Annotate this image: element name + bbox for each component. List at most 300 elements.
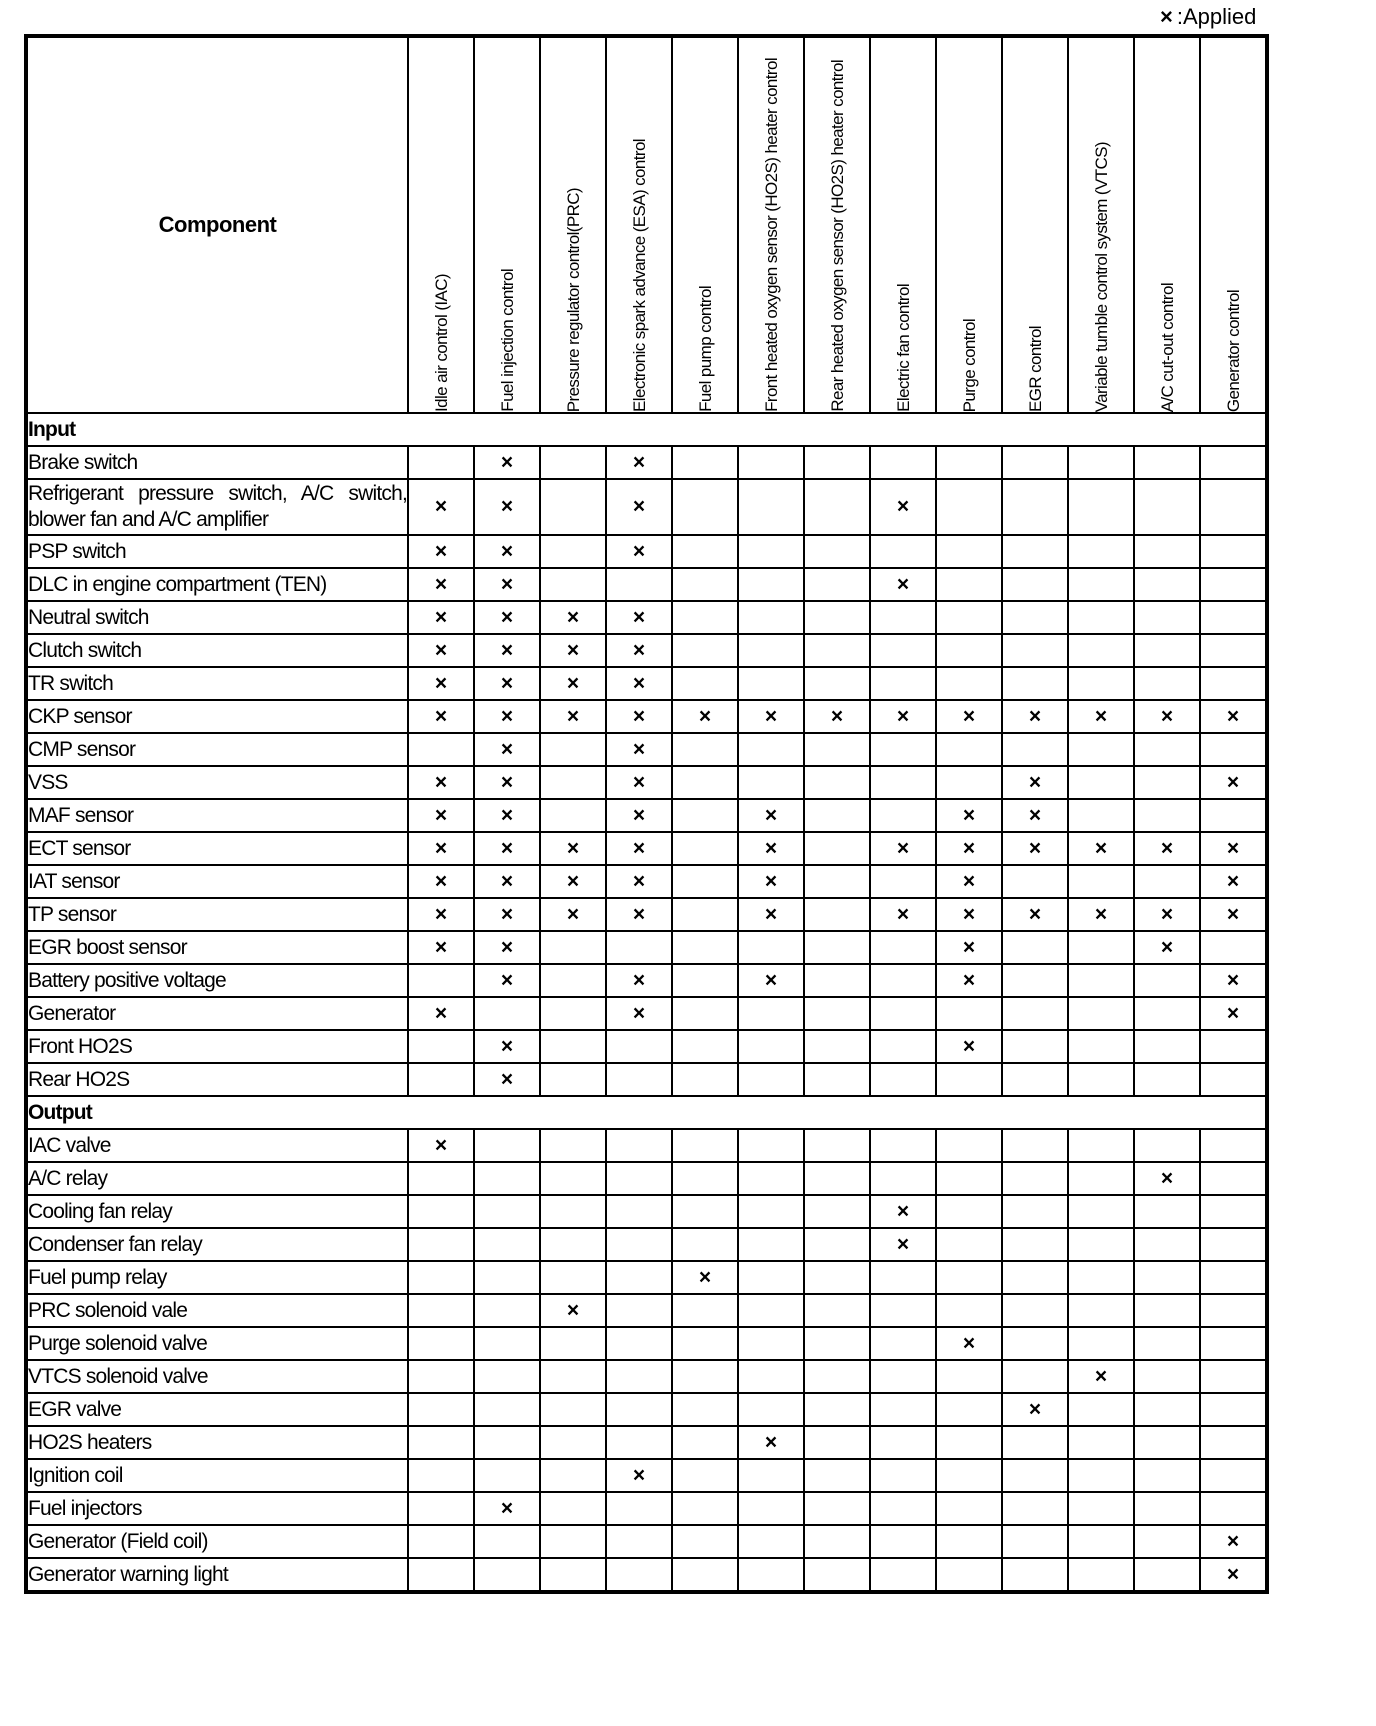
empty-cell bbox=[870, 1063, 936, 1096]
empty-cell bbox=[1134, 1426, 1200, 1459]
empty-cell bbox=[870, 964, 936, 997]
empty-cell bbox=[672, 898, 738, 931]
empty-cell bbox=[1134, 568, 1200, 601]
empty-cell bbox=[540, 1129, 606, 1162]
component-name: VSS bbox=[26, 766, 408, 799]
table-row bbox=[26, 1294, 1267, 1327]
empty-cell bbox=[408, 1525, 474, 1558]
applied-mark-icon: × bbox=[672, 1261, 738, 1294]
empty-cell bbox=[1002, 931, 1068, 964]
applied-mark-icon: × bbox=[606, 865, 672, 898]
empty-cell bbox=[474, 1360, 540, 1393]
empty-cell bbox=[672, 634, 738, 667]
empty-cell bbox=[672, 997, 738, 1030]
empty-cell bbox=[1068, 535, 1134, 568]
column-header bbox=[1068, 36, 1134, 413]
empty-cell bbox=[738, 1162, 804, 1195]
empty-cell bbox=[540, 1492, 606, 1525]
applied-mark-icon: × bbox=[606, 700, 672, 733]
empty-cell bbox=[1200, 601, 1267, 634]
column-header-label: Idle air control (IAC) bbox=[431, 274, 451, 412]
applied-mark-icon: × bbox=[870, 479, 936, 535]
empty-cell bbox=[408, 446, 474, 479]
applied-mark-icon: × bbox=[540, 832, 606, 865]
empty-cell bbox=[1068, 667, 1134, 700]
empty-cell bbox=[474, 1393, 540, 1426]
table-row bbox=[26, 865, 1267, 898]
applied-mark-icon: × bbox=[738, 964, 804, 997]
empty-cell bbox=[1002, 1558, 1068, 1592]
column-header bbox=[606, 36, 672, 413]
empty-cell bbox=[1200, 733, 1267, 766]
empty-cell bbox=[870, 865, 936, 898]
empty-cell bbox=[1134, 667, 1200, 700]
empty-cell bbox=[408, 1492, 474, 1525]
empty-cell bbox=[1068, 1162, 1134, 1195]
empty-cell bbox=[606, 1393, 672, 1426]
empty-cell bbox=[804, 865, 870, 898]
applied-mark-icon: × bbox=[474, 601, 540, 634]
applied-mark-icon: × bbox=[474, 766, 540, 799]
column-header-label: Rear heated oxygen sensor (HO2S) heater control bbox=[827, 60, 847, 412]
applied-mark-icon: × bbox=[1200, 1525, 1267, 1558]
empty-cell bbox=[1068, 865, 1134, 898]
empty-cell bbox=[1134, 446, 1200, 479]
component-name: Generator bbox=[26, 997, 408, 1030]
applied-mark-icon: × bbox=[1134, 931, 1200, 964]
empty-cell bbox=[540, 1030, 606, 1063]
applied-mark-icon: × bbox=[474, 634, 540, 667]
applied-mark-icon: × bbox=[936, 865, 1002, 898]
empty-cell bbox=[540, 733, 606, 766]
empty-cell bbox=[738, 568, 804, 601]
applied-mark-icon: × bbox=[936, 1327, 1002, 1360]
empty-cell bbox=[870, 1426, 936, 1459]
component-header: Component bbox=[26, 36, 408, 413]
empty-cell bbox=[804, 1393, 870, 1426]
column-header-label: A/C cut-out control bbox=[1157, 282, 1177, 412]
component-name: PSP switch bbox=[26, 535, 408, 568]
applied-mark-icon: × bbox=[606, 535, 672, 568]
empty-cell bbox=[936, 634, 1002, 667]
applied-mark-icon: × bbox=[1002, 1393, 1068, 1426]
empty-cell bbox=[1134, 1558, 1200, 1592]
empty-cell bbox=[870, 446, 936, 479]
empty-cell bbox=[738, 1129, 804, 1162]
applied-mark-icon: × bbox=[1200, 1558, 1267, 1592]
empty-cell bbox=[936, 1525, 1002, 1558]
empty-cell bbox=[738, 733, 804, 766]
applied-mark-icon: × bbox=[474, 931, 540, 964]
empty-cell bbox=[1134, 1492, 1200, 1525]
empty-cell bbox=[870, 1525, 936, 1558]
empty-cell bbox=[738, 1030, 804, 1063]
empty-cell bbox=[672, 1360, 738, 1393]
component-name: Brake switch bbox=[26, 446, 408, 479]
empty-cell bbox=[936, 1162, 1002, 1195]
empty-cell bbox=[804, 766, 870, 799]
empty-cell bbox=[804, 1294, 870, 1327]
table-row bbox=[26, 1261, 1267, 1294]
empty-cell bbox=[672, 1558, 738, 1592]
empty-cell bbox=[408, 1459, 474, 1492]
column-header bbox=[804, 36, 870, 413]
empty-cell bbox=[606, 1492, 672, 1525]
empty-cell bbox=[672, 733, 738, 766]
empty-cell bbox=[1068, 931, 1134, 964]
table-row bbox=[26, 832, 1267, 865]
applied-mark-icon: × bbox=[1002, 766, 1068, 799]
empty-cell bbox=[672, 601, 738, 634]
table-row bbox=[26, 479, 1267, 535]
empty-cell bbox=[1068, 1426, 1134, 1459]
component-name: IAC valve bbox=[26, 1129, 408, 1162]
empty-cell bbox=[738, 446, 804, 479]
empty-cell bbox=[540, 1261, 606, 1294]
applied-mark-icon: × bbox=[738, 898, 804, 931]
applied-mark-icon: × bbox=[1068, 898, 1134, 931]
empty-cell bbox=[540, 1162, 606, 1195]
component-name: DLC in engine compartment (TEN) bbox=[26, 568, 408, 601]
empty-cell bbox=[804, 1162, 870, 1195]
component-name: Fuel pump relay bbox=[26, 1261, 408, 1294]
applied-mark-icon: × bbox=[606, 1459, 672, 1492]
empty-cell bbox=[1134, 1228, 1200, 1261]
empty-cell bbox=[1200, 1063, 1267, 1096]
empty-cell bbox=[606, 1327, 672, 1360]
empty-cell bbox=[606, 1426, 672, 1459]
empty-cell bbox=[408, 1294, 474, 1327]
empty-cell bbox=[408, 1360, 474, 1393]
empty-cell bbox=[804, 1261, 870, 1294]
empty-cell bbox=[870, 1327, 936, 1360]
empty-cell bbox=[1200, 446, 1267, 479]
empty-cell bbox=[672, 1459, 738, 1492]
empty-cell bbox=[1068, 601, 1134, 634]
empty-cell bbox=[936, 1063, 1002, 1096]
empty-cell bbox=[672, 1426, 738, 1459]
empty-cell bbox=[1002, 601, 1068, 634]
applied-mark-icon: × bbox=[474, 479, 540, 535]
empty-cell bbox=[870, 1393, 936, 1426]
empty-cell bbox=[672, 568, 738, 601]
applied-mark-icon: × bbox=[738, 799, 804, 832]
empty-cell bbox=[936, 1360, 1002, 1393]
section-row bbox=[26, 413, 1267, 446]
empty-cell bbox=[672, 1492, 738, 1525]
component-name: EGR valve bbox=[26, 1393, 408, 1426]
table-row bbox=[26, 1360, 1267, 1393]
empty-cell bbox=[408, 1228, 474, 1261]
empty-cell bbox=[1068, 766, 1134, 799]
empty-cell bbox=[804, 1030, 870, 1063]
empty-cell bbox=[408, 1063, 474, 1096]
empty-cell bbox=[936, 1294, 1002, 1327]
applied-mark-icon: × bbox=[870, 832, 936, 865]
empty-cell bbox=[804, 568, 870, 601]
empty-cell bbox=[870, 1162, 936, 1195]
table-row bbox=[26, 1063, 1267, 1096]
empty-cell bbox=[672, 1294, 738, 1327]
empty-cell bbox=[870, 733, 936, 766]
applied-mark-icon: × bbox=[1068, 700, 1134, 733]
section-title: Output bbox=[26, 1096, 1267, 1129]
column-header bbox=[408, 36, 474, 413]
applied-mark-icon: × bbox=[606, 634, 672, 667]
empty-cell bbox=[672, 1195, 738, 1228]
table-row bbox=[26, 898, 1267, 931]
empty-cell bbox=[408, 1558, 474, 1592]
empty-cell bbox=[1068, 733, 1134, 766]
empty-cell bbox=[804, 733, 870, 766]
applied-mark-icon: × bbox=[540, 865, 606, 898]
applied-mark-icon: × bbox=[1160, 4, 1173, 29]
applied-mark-icon: × bbox=[474, 667, 540, 700]
empty-cell bbox=[474, 1294, 540, 1327]
empty-cell bbox=[1200, 1195, 1267, 1228]
empty-cell bbox=[870, 667, 936, 700]
applied-mark-icon: × bbox=[408, 865, 474, 898]
empty-cell bbox=[474, 1162, 540, 1195]
empty-cell bbox=[738, 1327, 804, 1360]
empty-cell bbox=[738, 1261, 804, 1294]
applied-mark-icon: × bbox=[1200, 700, 1267, 733]
empty-cell bbox=[474, 997, 540, 1030]
empty-cell bbox=[936, 1393, 1002, 1426]
empty-cell bbox=[1002, 733, 1068, 766]
component-name: Cooling fan relay bbox=[26, 1195, 408, 1228]
empty-cell bbox=[804, 964, 870, 997]
empty-cell bbox=[936, 667, 1002, 700]
component-name: ECT sensor bbox=[26, 832, 408, 865]
empty-cell bbox=[1068, 1459, 1134, 1492]
empty-cell bbox=[870, 766, 936, 799]
applied-mark-icon: × bbox=[408, 568, 474, 601]
empty-cell bbox=[1002, 1228, 1068, 1261]
applied-mark-icon: × bbox=[408, 898, 474, 931]
empty-cell bbox=[936, 766, 1002, 799]
empty-cell bbox=[672, 446, 738, 479]
empty-cell bbox=[804, 1558, 870, 1592]
empty-cell bbox=[804, 1459, 870, 1492]
empty-cell bbox=[870, 1129, 936, 1162]
applied-mark-icon: × bbox=[606, 799, 672, 832]
empty-cell bbox=[540, 535, 606, 568]
empty-cell bbox=[804, 479, 870, 535]
empty-cell bbox=[1068, 1294, 1134, 1327]
empty-cell bbox=[606, 1525, 672, 1558]
applied-mark-icon: × bbox=[606, 446, 672, 479]
component-name: MAF sensor bbox=[26, 799, 408, 832]
empty-cell bbox=[738, 1558, 804, 1592]
applied-mark-icon: × bbox=[738, 865, 804, 898]
applied-mark-icon: × bbox=[1134, 832, 1200, 865]
component-name: VTCS solenoid valve bbox=[26, 1360, 408, 1393]
empty-cell bbox=[1134, 865, 1200, 898]
applied-mark-icon: × bbox=[474, 1492, 540, 1525]
column-header-label: Front heated oxygen sensor (HO2S) heater control bbox=[761, 58, 781, 412]
empty-cell bbox=[1068, 1030, 1134, 1063]
component-name: Ignition coil bbox=[26, 1459, 408, 1492]
empty-cell bbox=[936, 568, 1002, 601]
empty-cell bbox=[474, 1327, 540, 1360]
empty-cell bbox=[870, 799, 936, 832]
empty-cell bbox=[870, 1558, 936, 1592]
empty-cell bbox=[804, 535, 870, 568]
component-name: Purge solenoid valve bbox=[26, 1327, 408, 1360]
empty-cell bbox=[1068, 1195, 1134, 1228]
applied-mark-icon: × bbox=[408, 535, 474, 568]
empty-cell bbox=[936, 1459, 1002, 1492]
empty-cell bbox=[672, 1129, 738, 1162]
component-name: Condenser fan relay bbox=[26, 1228, 408, 1261]
component-control-matrix bbox=[24, 34, 1269, 1594]
empty-cell bbox=[870, 601, 936, 634]
empty-cell bbox=[540, 766, 606, 799]
empty-cell bbox=[606, 1228, 672, 1261]
empty-cell bbox=[1134, 1360, 1200, 1393]
empty-cell bbox=[408, 1195, 474, 1228]
table-row bbox=[26, 766, 1267, 799]
empty-cell bbox=[672, 1228, 738, 1261]
empty-cell bbox=[540, 1360, 606, 1393]
component-name: Fuel injectors bbox=[26, 1492, 408, 1525]
table-row bbox=[26, 1459, 1267, 1492]
empty-cell bbox=[804, 832, 870, 865]
table-row bbox=[26, 1162, 1267, 1195]
empty-cell bbox=[408, 733, 474, 766]
empty-cell bbox=[408, 1030, 474, 1063]
empty-cell bbox=[1002, 535, 1068, 568]
table-row bbox=[26, 964, 1267, 997]
empty-cell bbox=[474, 1558, 540, 1592]
applied-mark-icon: × bbox=[408, 931, 474, 964]
empty-cell bbox=[738, 1063, 804, 1096]
legend-label: :Applied bbox=[1176, 4, 1257, 29]
empty-cell bbox=[1200, 535, 1267, 568]
empty-cell bbox=[1002, 865, 1068, 898]
empty-cell bbox=[1200, 931, 1267, 964]
empty-cell bbox=[804, 1129, 870, 1162]
empty-cell bbox=[870, 634, 936, 667]
component-name: TP sensor bbox=[26, 898, 408, 931]
applied-mark-icon: × bbox=[408, 700, 474, 733]
table-row bbox=[26, 931, 1267, 964]
empty-cell bbox=[540, 931, 606, 964]
empty-cell bbox=[1134, 766, 1200, 799]
empty-cell bbox=[804, 1327, 870, 1360]
empty-cell bbox=[474, 1228, 540, 1261]
applied-mark-icon: × bbox=[474, 446, 540, 479]
applied-mark-icon: × bbox=[408, 997, 474, 1030]
table-row bbox=[26, 1492, 1267, 1525]
empty-cell bbox=[1002, 1063, 1068, 1096]
section-row bbox=[26, 1096, 1267, 1129]
empty-cell bbox=[1068, 1129, 1134, 1162]
applied-mark-icon: × bbox=[936, 700, 1002, 733]
applied-mark-icon: × bbox=[474, 898, 540, 931]
empty-cell bbox=[1134, 799, 1200, 832]
empty-cell bbox=[1068, 568, 1134, 601]
applied-mark-icon: × bbox=[1200, 997, 1267, 1030]
empty-cell bbox=[1200, 1360, 1267, 1393]
component-name: EGR boost sensor bbox=[26, 931, 408, 964]
applied-mark-icon: × bbox=[408, 601, 474, 634]
empty-cell bbox=[540, 1195, 606, 1228]
empty-cell bbox=[1068, 1393, 1134, 1426]
component-name: TR switch bbox=[26, 667, 408, 700]
empty-cell bbox=[1200, 1261, 1267, 1294]
applied-mark-icon: × bbox=[1002, 700, 1068, 733]
empty-cell bbox=[540, 799, 606, 832]
empty-cell bbox=[474, 1195, 540, 1228]
empty-cell bbox=[540, 1426, 606, 1459]
empty-cell bbox=[1134, 634, 1200, 667]
empty-cell bbox=[804, 898, 870, 931]
empty-cell bbox=[540, 1558, 606, 1592]
applied-mark-icon: × bbox=[1200, 865, 1267, 898]
empty-cell bbox=[738, 1294, 804, 1327]
empty-cell bbox=[738, 1195, 804, 1228]
empty-cell bbox=[804, 799, 870, 832]
empty-cell bbox=[606, 1030, 672, 1063]
empty-cell bbox=[804, 1360, 870, 1393]
empty-cell bbox=[1068, 1558, 1134, 1592]
applied-mark-icon: × bbox=[1200, 898, 1267, 931]
header-row bbox=[26, 36, 1267, 413]
empty-cell bbox=[804, 1492, 870, 1525]
applied-mark-icon: × bbox=[1134, 898, 1200, 931]
empty-cell bbox=[474, 1426, 540, 1459]
empty-cell bbox=[936, 1195, 1002, 1228]
empty-cell bbox=[1068, 1063, 1134, 1096]
empty-cell bbox=[606, 1195, 672, 1228]
table-row bbox=[26, 733, 1267, 766]
empty-cell bbox=[672, 1162, 738, 1195]
table-row bbox=[26, 568, 1267, 601]
applied-mark-icon: × bbox=[606, 667, 672, 700]
applied-mark-icon: × bbox=[1002, 799, 1068, 832]
empty-cell bbox=[1134, 1327, 1200, 1360]
empty-cell bbox=[1068, 997, 1134, 1030]
table-row bbox=[26, 667, 1267, 700]
applied-mark-icon: × bbox=[474, 568, 540, 601]
empty-cell bbox=[1134, 535, 1200, 568]
table-row bbox=[26, 1228, 1267, 1261]
applied-mark-icon: × bbox=[408, 832, 474, 865]
applied-mark-icon: × bbox=[1002, 832, 1068, 865]
empty-cell bbox=[936, 601, 1002, 634]
empty-cell bbox=[672, 479, 738, 535]
applied-mark-icon: × bbox=[474, 1063, 540, 1096]
empty-cell bbox=[1200, 1129, 1267, 1162]
column-header bbox=[672, 36, 738, 413]
empty-cell bbox=[1068, 634, 1134, 667]
empty-cell bbox=[1002, 1360, 1068, 1393]
applied-mark-icon: × bbox=[606, 832, 672, 865]
empty-cell bbox=[1134, 1261, 1200, 1294]
empty-cell bbox=[1134, 733, 1200, 766]
column-header bbox=[936, 36, 1002, 413]
applied-mark-icon: × bbox=[408, 479, 474, 535]
empty-cell bbox=[1002, 1525, 1068, 1558]
empty-cell bbox=[936, 1426, 1002, 1459]
empty-cell bbox=[1002, 964, 1068, 997]
empty-cell bbox=[738, 1393, 804, 1426]
empty-cell bbox=[936, 535, 1002, 568]
empty-cell bbox=[1200, 667, 1267, 700]
empty-cell bbox=[1002, 1294, 1068, 1327]
